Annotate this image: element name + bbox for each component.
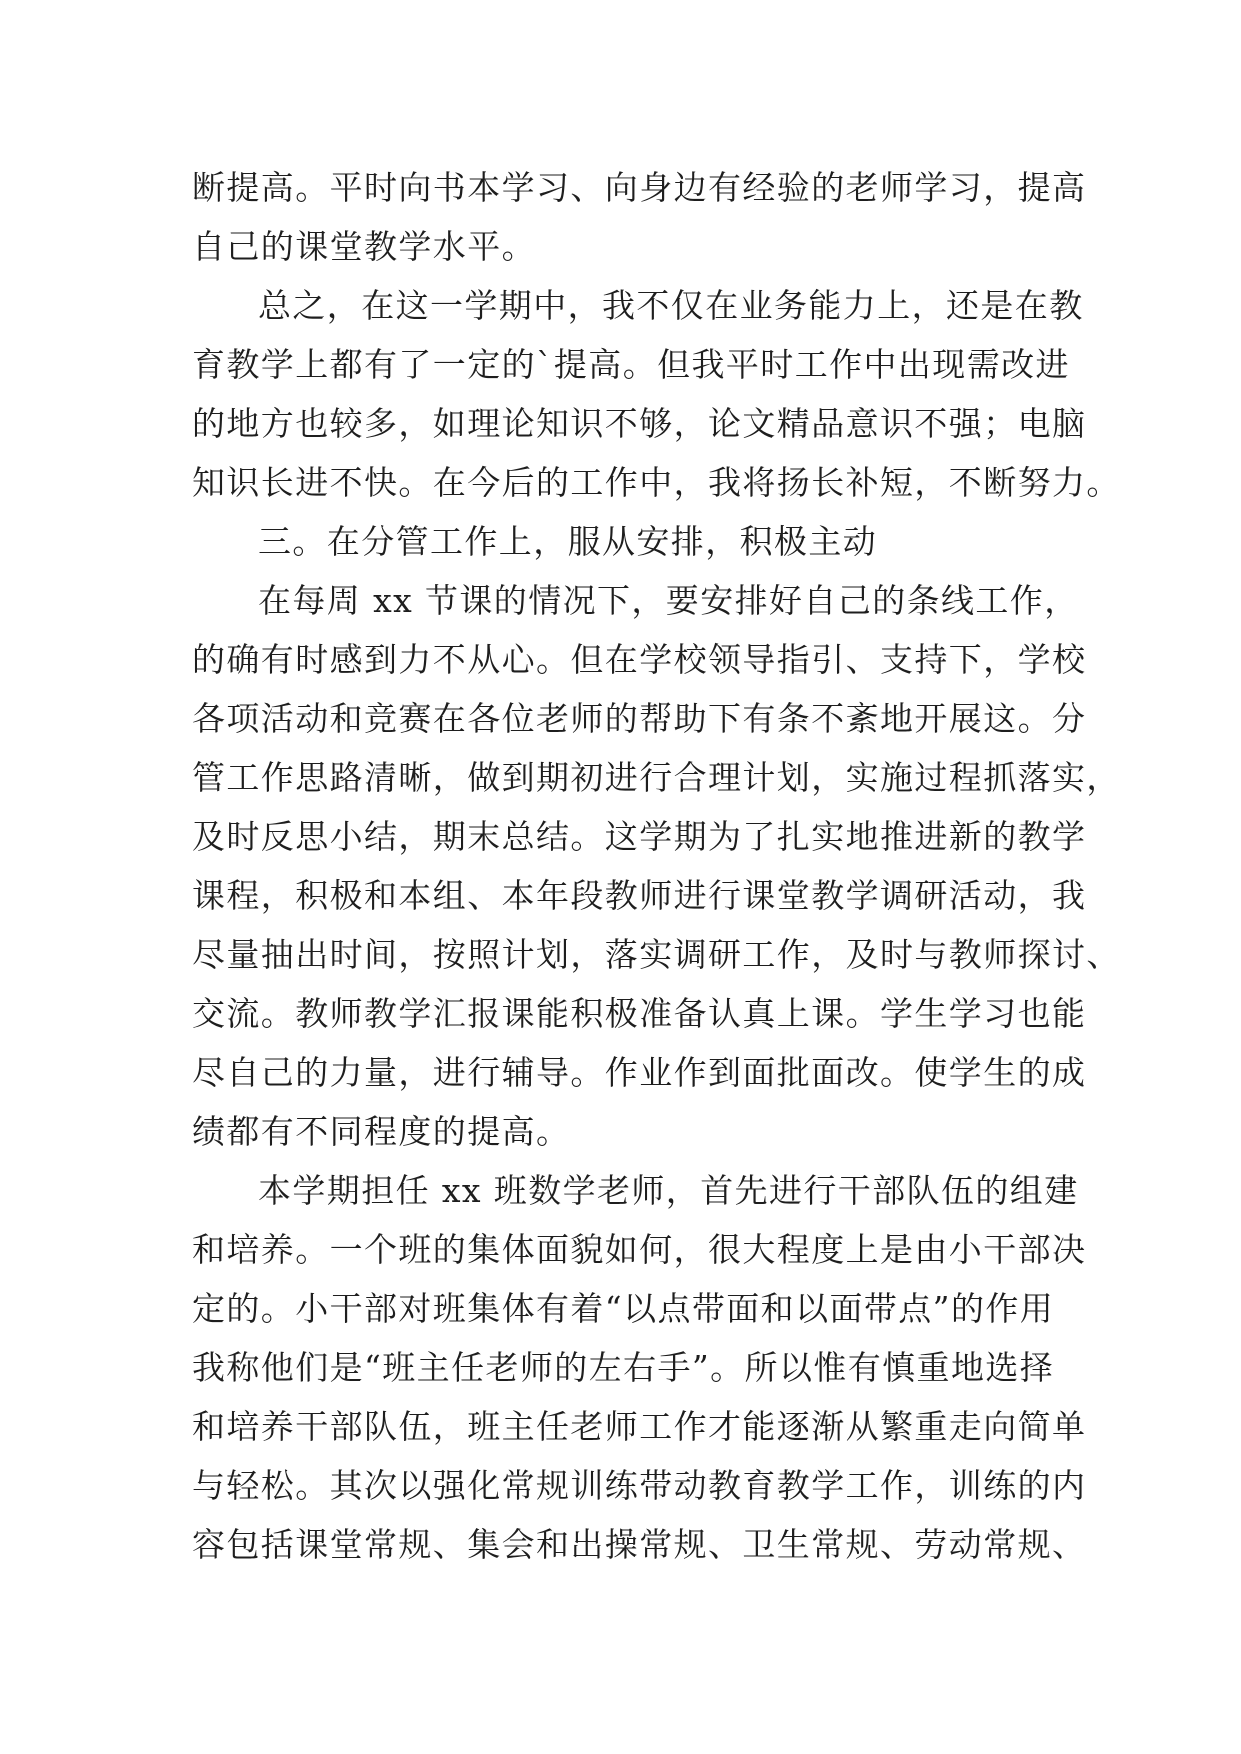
text-line: 的地方也较多，如理论知识不够，论文精品意识不强；电脑 [192,404,1087,443]
body-text [192,158,1121,1574]
text-line: 断提高。平时向书本学习、向身边有经验的老师学习，提高 [192,168,1087,207]
text-line: 定的。小干部对班集体有着“以点带面和以面带点”的作用 [192,1289,1055,1328]
text-line: 知识长进不快。在今后的工作中，我将扬长补短，不断努力。 [192,463,1121,502]
text-line: 我称他们是“班主任老师的左右手”。所以惟有慎重地选择 [192,1348,1055,1387]
text-line: 的确有时感到力不从心。但在学校领导指引、支持下，学校 [192,640,1087,679]
text-line: 尽量抽出时间，按照计划，落实调研工作，及时与教师探讨、 [192,935,1121,974]
text-line: 各项活动和竞赛在各位老师的帮助下有条不紊地开展这。分 [192,699,1087,738]
text-line: 育教学上都有了一定的`提高。但我平时工作中出现需改进 [192,345,1070,384]
text-line: 交流。教师教学汇报课能积极准备认真上课。学生学习也能 [192,994,1087,1033]
paragraph-first-line: 本学期担任 xx 班数学老师，首先进行干部队伍的组建 [258,1171,1079,1210]
text-line: 容包括课堂常规、集会和出操常规、卫生常规、劳动常规、 [192,1525,1087,1564]
text-line: 和培养。一个班的集体面貌如何，很大程度上是由小干部决 [192,1230,1087,1269]
text-line: 尽自己的力量，进行辅导。作业作到面批面改。使学生的成 [192,1053,1087,1092]
text-line: 自己的课堂教学水平。 [192,227,536,266]
text-line: 与轻松。其次以强化常规训练带动教育教学工作，训练的内 [192,1466,1087,1505]
text-line: 和培养干部队伍，班主任老师工作才能逐渐从繁重走向简单 [192,1407,1087,1446]
text-line: 管工作思路清晰，做到期初进行合理计划，实施过程抓落实， [192,758,1121,797]
text-line: 课程，积极和本组、本年段教师进行课堂教学调研活动，我 [192,876,1087,915]
paragraph-first-line: 三。在分管工作上，服从安排，积极主动 [258,522,878,561]
paragraph-first-line: 在每周 xx 节课的情况下，要安排好自己的条线工作， [258,581,1079,620]
paragraph-first-line: 总之，在这一学期中，我不仅在业务能力上，还是在教 [258,286,1084,325]
text-line: 及时反思小结，期末总结。这学期为了扎实地推进新的教学 [192,817,1087,856]
text-line: 绩都有不同程度的提高。 [192,1112,571,1151]
